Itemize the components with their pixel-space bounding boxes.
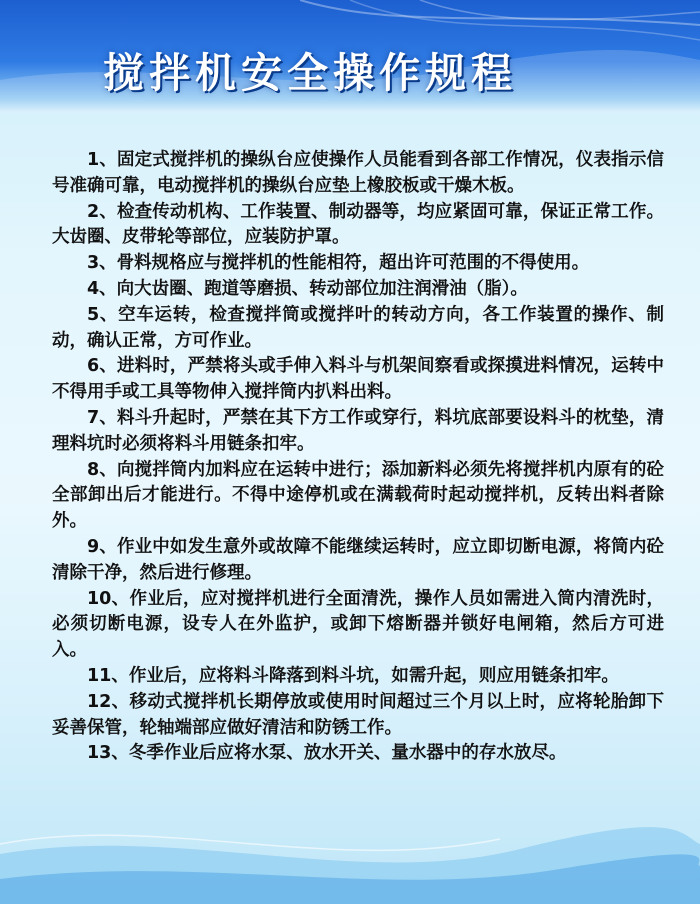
header-banner — [0, 0, 700, 112]
bottom-wave-decoration — [0, 794, 700, 904]
rules-list — [52, 148, 664, 767]
rule-item: 13、冬季作业后应将水泵、放水开关、量水器中的存水放尽。 — [87, 743, 567, 764]
rule-item: 1、固定式搅拌机的操纵台应使操作人员能看到各部工作情况，仪表指示信号准确可靠，电动搅拌机的操纵台应垫上橡胶板或干燥木板。 — [52, 150, 664, 196]
rule-item: 2、检查传动机构、工作装置、制动器等，均应紧固可靠，保证正常工作。大齿圈、皮带轮等部位，应装防护罩。 — [52, 201, 664, 248]
rule-item: 8、向搅拌筒内加料应在运转中进行；添加新料必须先将搅拌机内原有的砼全部卸出后才能进行。不得中途停机或在满载荷时起动搅拌机，反转出料者除外。 — [52, 459, 664, 532]
rule-item: 7、料斗升起时，严禁在其下方工作或穿行，料坑底部要设料斗的枕垫，清理料坑时必须将料斗用链条扣牢。 — [52, 407, 664, 454]
rule-item: 6、进料时，严禁将头或手伸入料斗与机架间察看或探摸进料情况，运转中不得用手或工具等物伸入搅拌筒内扒料出料。 — [52, 356, 664, 403]
rule-item: 4、向大齿圈、跑道等磨损、转动部位加注润滑油（脂）。 — [87, 278, 528, 299]
rule-item: 11、作业后，应将料斗降落到料斗坑，如需升起，则应用链条扣牢。 — [87, 665, 619, 686]
rule-item: 3、骨料规格应与搅拌机的性能相符，超出许可范围的不得使用。 — [87, 253, 590, 274]
rule-item: 12、移动式搅拌机长期停放或使用时间超过三个月以上时，应将轮胎卸下妥善保管，轮轴端部应做好清洁和防锈工作。 — [52, 691, 664, 738]
rule-item: 5、空车运转，检查搅拌筒或搅拌叶的转动方向，各工作装置的操作、制动，确认正常，方可作业。 — [52, 304, 664, 351]
page-title: 搅拌机安全操作规程 — [103, 49, 517, 97]
rule-item: 9、作业中如发生意外或故障不能继续运转时，应立即切断电源，将筒内砼清除干净，然后进行修理。 — [52, 536, 664, 583]
rule-item: 10、作业后，应对搅拌机进行全面清洗，操作人员如需进入筒内清洗时，必须切断电源，设专人在外监护，或卸下熔断器并锁好电闸箱，然后方可进入。 — [52, 588, 664, 661]
